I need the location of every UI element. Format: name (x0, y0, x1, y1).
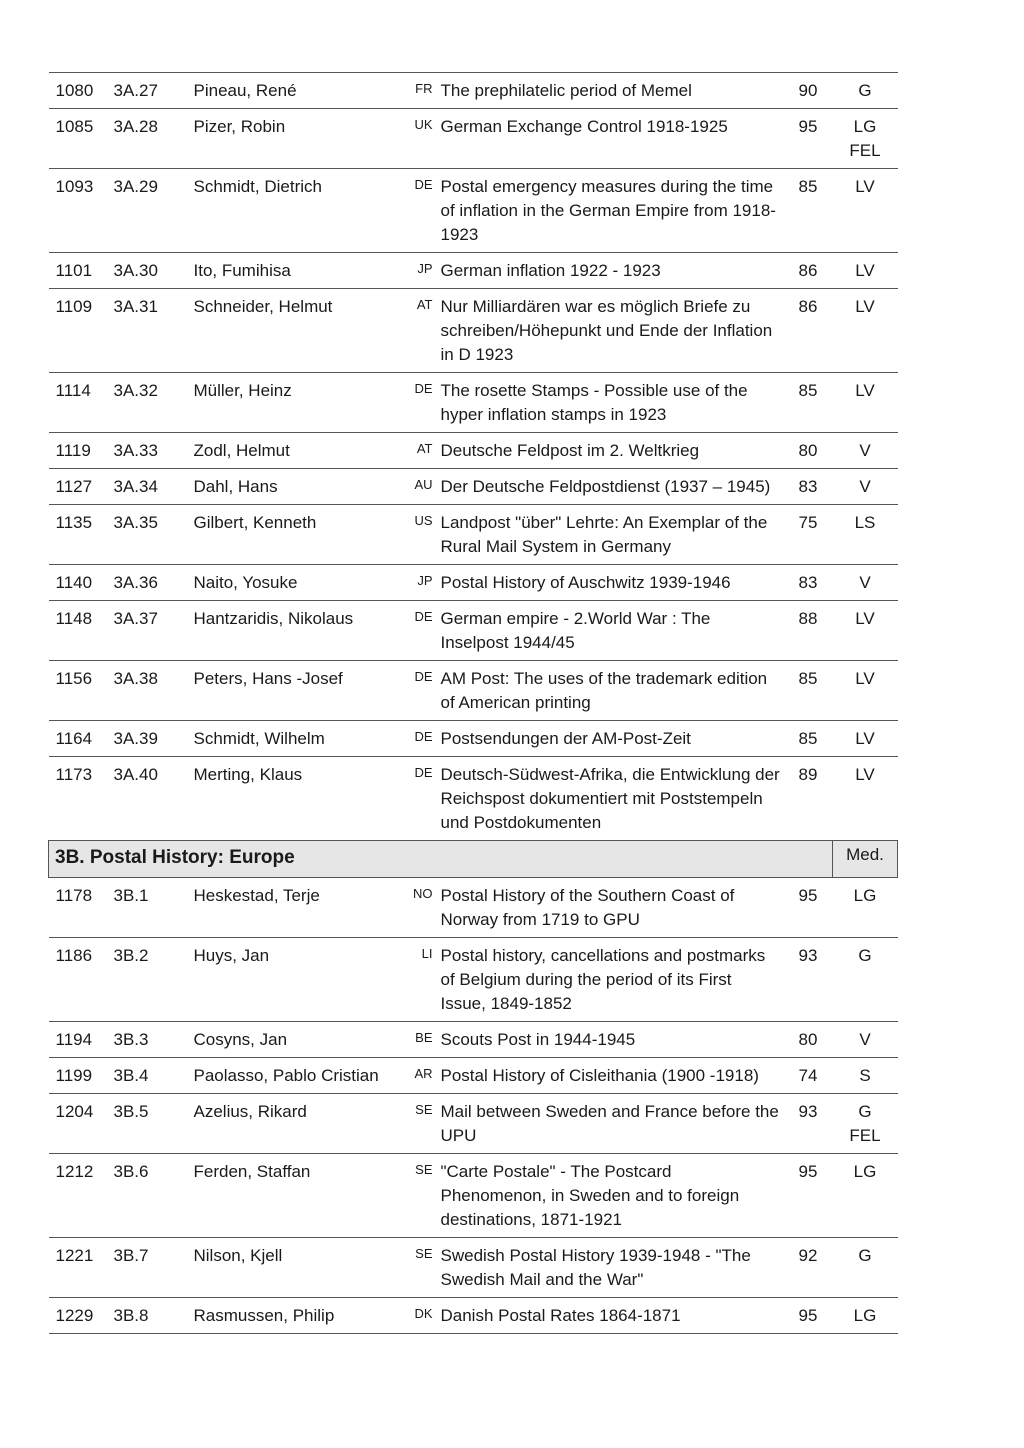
section-3b-rows (49, 878, 898, 1334)
medal-award: LV (855, 261, 875, 280)
exhibitor-name: Cosyns, Jan (187, 1022, 397, 1058)
exhibit-class-code: 3A.39 (107, 721, 187, 757)
exhibit-class-code: 3A.37 (107, 601, 187, 661)
exhibit-number: 1229 (49, 1298, 107, 1334)
points: 90 (785, 73, 833, 109)
exhibit-title: Postal history, cancellations and postmarks of Belgium during the period of its First Issue, 1849-1852 (435, 938, 785, 1022)
exhibitor-name: Schmidt, Dietrich (187, 169, 397, 253)
country-code: DE (397, 757, 435, 841)
medal-award: G (858, 1102, 872, 1121)
medal-award: V (859, 477, 871, 496)
table-row (49, 565, 898, 601)
medal-award: LG (853, 1306, 877, 1325)
exhibit-number: 1119 (49, 433, 107, 469)
medal (833, 109, 898, 169)
table-row (49, 433, 898, 469)
table-row (49, 1238, 898, 1298)
medal (833, 1022, 898, 1058)
exhibit-number: 1156 (49, 661, 107, 721)
exhibit-class-code: 3A.34 (107, 469, 187, 505)
medal-award: LV (855, 297, 875, 316)
table-row (49, 169, 898, 253)
exhibitor-name: Paolasso, Pablo Cristian (187, 1058, 397, 1094)
table-row (49, 661, 898, 721)
exhibit-title: Danish Postal Rates 1864-1871 (435, 1298, 785, 1334)
exhibit-class-code: 3B.6 (107, 1154, 187, 1238)
exhibitor-name: Pizer, Robin (187, 109, 397, 169)
exhibit-title: The rosette Stamps - Possible use of the hyper inflation stamps in 1923 (435, 373, 785, 433)
exhibitor-name: Nilson, Kjell (187, 1238, 397, 1298)
exhibit-number: 1204 (49, 1094, 107, 1154)
medal-award: LG (853, 1162, 877, 1181)
country-code: DE (397, 721, 435, 757)
country-code: NO (397, 878, 435, 938)
exhibitor-name: Ferden, Staffan (187, 1154, 397, 1238)
exhibit-class-code: 3B.1 (107, 878, 187, 938)
points: 92 (785, 1238, 833, 1298)
points: 83 (785, 469, 833, 505)
exhibit-class-code: 3B.8 (107, 1298, 187, 1334)
exhibit-number: 1140 (49, 565, 107, 601)
exhibitor-name: Peters, Hans -Josef (187, 661, 397, 721)
table-row (49, 721, 898, 757)
medal (833, 505, 898, 565)
table-row (49, 1298, 898, 1334)
points: 95 (785, 1298, 833, 1334)
points: 80 (785, 1022, 833, 1058)
country-code: SE (397, 1094, 435, 1154)
exhibit-class-code: 3A.29 (107, 169, 187, 253)
exhibit-number: 1135 (49, 505, 107, 565)
points: 93 (785, 1094, 833, 1154)
exhibit-class-code: 3A.30 (107, 253, 187, 289)
medal-award: LG (853, 117, 877, 136)
exhibit-table (48, 72, 898, 1334)
exhibit-title: Postsendungen der AM-Post-Zeit (435, 721, 785, 757)
exhibitor-name: Zodl, Helmut (187, 433, 397, 469)
country-code: DE (397, 373, 435, 433)
medal-award: G (858, 946, 872, 965)
country-code: AU (397, 469, 435, 505)
country-code: AT (397, 433, 435, 469)
exhibit-class-code: 3A.40 (107, 757, 187, 841)
exhibit-number: 1101 (49, 253, 107, 289)
medal-award: LG (853, 886, 877, 905)
medal-award: FEL (849, 141, 881, 160)
exhibitor-name: Rasmussen, Philip (187, 1298, 397, 1334)
points: 89 (785, 757, 833, 841)
country-code: US (397, 505, 435, 565)
medal-award: LS (854, 513, 876, 532)
medal (833, 373, 898, 433)
points: 85 (785, 721, 833, 757)
exhibit-title: Swedish Postal History 1939-1948 - "The Swedish Mail and the War" (435, 1238, 785, 1298)
medal-award: V (859, 1030, 871, 1049)
exhibit-title: Deutsch-Südwest-Afrika, die Entwicklung der Reichspost dokumentiert mit Poststempeln und Postdokumenten (435, 757, 785, 841)
exhibit-class-code: 3A.27 (107, 73, 187, 109)
medal-award: S (859, 1066, 871, 1085)
exhibitor-name: Naito, Yosuke (187, 565, 397, 601)
exhibitor-name: Hantzaridis, Nikolaus (187, 601, 397, 661)
points: 93 (785, 938, 833, 1022)
medal (833, 469, 898, 505)
medal (833, 601, 898, 661)
table-row (49, 1094, 898, 1154)
exhibit-title: German inflation 1922 - 1923 (435, 253, 785, 289)
exhibit-class-code: 3B.3 (107, 1022, 187, 1058)
medal-award: V (859, 441, 871, 460)
exhibitor-name: Müller, Heinz (187, 373, 397, 433)
exhibit-title: Mail between Sweden and France before the UPU (435, 1094, 785, 1154)
country-code: JP (397, 565, 435, 601)
exhibit-title: The prephilatelic period of Memel (435, 73, 785, 109)
exhibit-number: 1186 (49, 938, 107, 1022)
exhibit-title: German empire - 2.World War : The Inselpost 1944/45 (435, 601, 785, 661)
medal-award: LV (855, 729, 875, 748)
exhibit-number: 1221 (49, 1238, 107, 1298)
country-code: SE (397, 1238, 435, 1298)
exhibit-class-code: 3A.28 (107, 109, 187, 169)
medal (833, 565, 898, 601)
table-row (49, 505, 898, 565)
points: 86 (785, 253, 833, 289)
exhibitor-name: Schmidt, Wilhelm (187, 721, 397, 757)
exhibit-number: 1212 (49, 1154, 107, 1238)
exhibitor-name: Huys, Jan (187, 938, 397, 1022)
exhibitor-name: Dahl, Hans (187, 469, 397, 505)
exhibit-number: 1194 (49, 1022, 107, 1058)
exhibit-class-code: 3A.35 (107, 505, 187, 565)
exhibit-class-code: 3B.5 (107, 1094, 187, 1154)
section-3a-rows (49, 73, 898, 841)
points: 88 (785, 601, 833, 661)
exhibit-number: 1148 (49, 601, 107, 661)
points: 74 (785, 1058, 833, 1094)
medal-award: V (859, 573, 871, 592)
exhibitor-name: Azelius, Rikard (187, 1094, 397, 1154)
medal-award: FEL (849, 1126, 881, 1145)
medal (833, 1298, 898, 1334)
exhibit-class-code: 3B.2 (107, 938, 187, 1022)
table-row (49, 757, 898, 841)
country-code: LI (397, 938, 435, 1022)
exhibit-list-page (48, 72, 897, 1334)
table-row (49, 469, 898, 505)
exhibit-title: German Exchange Control 1918-1925 (435, 109, 785, 169)
country-code: AR (397, 1058, 435, 1094)
exhibit-number: 1178 (49, 878, 107, 938)
medal (833, 73, 898, 109)
points: 80 (785, 433, 833, 469)
exhibitor-name: Ito, Fumihisa (187, 253, 397, 289)
medal (833, 433, 898, 469)
exhibit-title: AM Post: The uses of the trademark edition of American printing (435, 661, 785, 721)
medal (833, 1058, 898, 1094)
table-row (49, 938, 898, 1022)
table-row (49, 73, 898, 109)
medal (833, 289, 898, 373)
exhibit-number: 1114 (49, 373, 107, 433)
exhibit-title: Postal History of Auschwitz 1939-1946 (435, 565, 785, 601)
medal-award: LV (855, 609, 875, 628)
exhibit-title: Postal History of the Southern Coast of Norway from 1719 to GPU (435, 878, 785, 938)
exhibit-title: "Carte Postale" - The Postcard Phenomenon, in Sweden and to foreign destinations, 1871-1921 (435, 1154, 785, 1238)
exhibitor-name: Merting, Klaus (187, 757, 397, 841)
points: 95 (785, 1154, 833, 1238)
exhibit-title: Nur Milliardären war es möglich Briefe zu schreiben/Höhepunkt und Ende der Inflation in D 1923 (435, 289, 785, 373)
section-title: 3B. Postal History: Europe (49, 841, 833, 878)
medal (833, 169, 898, 253)
exhibit-title: Postal History of Cisleithania (1900 -1918) (435, 1058, 785, 1094)
exhibit-title: Landpost "über" Lehrte: An Exemplar of the Rural Mail System in Germany (435, 505, 785, 565)
points: 86 (785, 289, 833, 373)
exhibit-number: 1093 (49, 169, 107, 253)
table-row (49, 878, 898, 938)
medal-award: G (858, 1246, 872, 1265)
country-code: SE (397, 1154, 435, 1238)
exhibit-number: 1164 (49, 721, 107, 757)
exhibit-class-code: 3A.38 (107, 661, 187, 721)
exhibit-class-code: 3A.33 (107, 433, 187, 469)
points: 95 (785, 878, 833, 938)
medal (833, 757, 898, 841)
exhibit-title: Scouts Post in 1944-1945 (435, 1022, 785, 1058)
medal (833, 1238, 898, 1298)
exhibit-class-code: 3B.7 (107, 1238, 187, 1298)
exhibit-class-code: 3A.32 (107, 373, 187, 433)
country-code: DE (397, 601, 435, 661)
exhibit-number: 1085 (49, 109, 107, 169)
medal-award: LV (855, 381, 875, 400)
points: 95 (785, 109, 833, 169)
exhibit-class-code: 3A.36 (107, 565, 187, 601)
exhibit-number: 1127 (49, 469, 107, 505)
exhibit-number: 1080 (49, 73, 107, 109)
medal (833, 721, 898, 757)
country-code: DE (397, 169, 435, 253)
points: 85 (785, 373, 833, 433)
exhibit-title: Deutsche Feldpost im 2. Weltkrieg (435, 433, 785, 469)
medal (833, 938, 898, 1022)
table-row (49, 1058, 898, 1094)
exhibitor-name: Heskestad, Terje (187, 878, 397, 938)
medal (833, 878, 898, 938)
exhibit-number: 1109 (49, 289, 107, 373)
points: 85 (785, 661, 833, 721)
table-row (49, 373, 898, 433)
country-code: DK (397, 1298, 435, 1334)
exhibit-class-code: 3B.4 (107, 1058, 187, 1094)
table-row (49, 109, 898, 169)
table-row (49, 289, 898, 373)
medal (833, 1094, 898, 1154)
exhibit-title: Der Deutsche Feldpostdienst (1937 – 1945) (435, 469, 785, 505)
exhibitor-name: Schneider, Helmut (187, 289, 397, 373)
medal (833, 1154, 898, 1238)
country-code: JP (397, 253, 435, 289)
table-row (49, 601, 898, 661)
table-row (49, 1022, 898, 1058)
country-code: AT (397, 289, 435, 373)
points: 85 (785, 169, 833, 253)
table-row (49, 253, 898, 289)
medal-award: LV (855, 177, 875, 196)
table-row (49, 1154, 898, 1238)
exhibitor-name: Gilbert, Kenneth (187, 505, 397, 565)
country-code: DE (397, 661, 435, 721)
points: 83 (785, 565, 833, 601)
medal-award: G (858, 81, 872, 100)
country-code: BE (397, 1022, 435, 1058)
medal-award: LV (855, 765, 875, 784)
exhibit-title: Postal emergency measures during the time of inflation in the German Empire from 1918-1923 (435, 169, 785, 253)
points: 75 (785, 505, 833, 565)
medal-column-header: Med. (833, 841, 898, 878)
medal (833, 661, 898, 721)
country-code: FR (397, 73, 435, 109)
exhibit-number: 1173 (49, 757, 107, 841)
exhibit-number: 1199 (49, 1058, 107, 1094)
medal-award: LV (855, 669, 875, 688)
country-code: UK (397, 109, 435, 169)
section-3b-header (49, 841, 898, 878)
exhibit-class-code: 3A.31 (107, 289, 187, 373)
medal (833, 253, 898, 289)
exhibitor-name: Pineau, René (187, 73, 397, 109)
